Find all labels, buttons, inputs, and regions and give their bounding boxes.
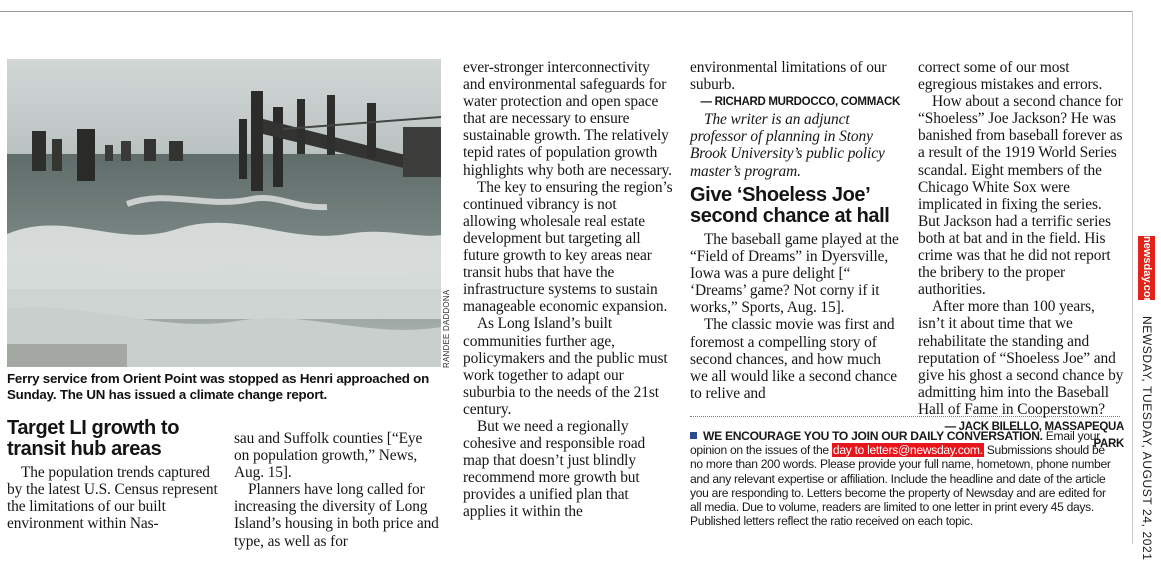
- letter1-col2: [234, 430, 440, 550]
- promo-text-b: Submissions should be no more than 200 words. Please provide your full name, hometown, phone number and any relevant expertise or affiliation. Include the headline and date of the article you are responding to. Letters become the property of Newsday and are edited for all media. Due to volume, readers are limited to one letter in print every 45 days. Published letters reflect the ratio received on each topic.: [690, 443, 1111, 529]
- letter2-col5-p2: How about a second chance for “Shoeless” Joe Jackson? He was banished from baseball forever as a result of the 1919 World Series scandal. Eight members of the Chicago White Sox were implicated in fixing the series. But Jackson had a terrific series both at bat and in the field. His crime was that he did not report the bribery to the proper authorities.: [918, 93, 1123, 299]
- letter1-col3: [463, 59, 673, 521]
- letter1-col2-p2: Planners have long called for increasing the diversity of Long Island’s housing in both price and type, as well as for: [234, 481, 439, 550]
- letter2-col4-p1: The baseball game played at the “Field of Dreams” in Dyersville, Iowa was a pure delight [“ ‘Dreams’ game? Not corny if it works,” Sports, Aug. 15].: [690, 231, 899, 317]
- letter1-writer-note: The writer is an adjunct professor of planning in Stony Brook University’s public policy master’s program.: [690, 111, 885, 180]
- letters-email-link[interactable]: day to letters@newsday.com.: [832, 443, 983, 458]
- letter1-byline: — RICHARD MURDOCCO, COMMACK: [700, 96, 900, 109]
- letter1-col3-p4: But we need a regionally cohesive and responsible road map that doesn’t just blindly recommend more growth but provides a unified plan that applies it within the: [463, 417, 646, 521]
- letter1-col3-p2: The key to ensuring the region’s continued vibrancy is not allowing wholesale real estate development but targeting all future growth to key areas near transit hubs that have the infrastructure systems to sustain manageable economic expansion.: [463, 178, 673, 316]
- letter2-headline: Give ‘Shoeless Joe’ second chance at hall: [690, 184, 890, 227]
- ferry-photo-illustration: [7, 59, 441, 367]
- promo-lead: WE ENCOURAGE YOU TO JOIN OUR DAILY CONVERSATION.: [703, 429, 1043, 443]
- promo-divider: [690, 416, 1120, 417]
- letter1-col1: [7, 464, 219, 532]
- letter1-col3-p1: ever-stronger interconnectivity and environmental safeguards for water protection and open space that are necessary to ensure sustainable growth. The relatively tepid rates of population growth highlights why both are necessary.: [463, 59, 672, 179]
- square-bullet-icon: [690, 432, 697, 439]
- letter1-col2-p1: sau and Suffolk counties [“Eye on population growth,” News, Aug. 15].: [234, 430, 423, 482]
- letter2-col5-p3: After more than 100 years, isn’t it about time that we rehabilitate the standing and reputation of “Shoeless Joe” and give his ghost a second chance by admitting him into the Baseball Hall of Fame in Cooperstown?: [918, 298, 1124, 418]
- top-rule: [0, 11, 1132, 12]
- photo-credit: RANDEE DADDONA: [442, 289, 451, 368]
- letter1-col4: [690, 59, 900, 180]
- letter1-col4-p1: environmental limitations of our suburb.: [690, 59, 887, 94]
- letter2-col4-p2: The classic movie was first and foremost a compelling story of second chances, and how much we all would like a second chance to relive and: [690, 316, 897, 402]
- letter2-byline: — JACK BILELLO, MASSAPEQUA PARK: [944, 420, 1124, 451]
- letter1-headline: Target LI growth to transit hub areas: [7, 417, 180, 460]
- letter2-col4: [690, 231, 900, 402]
- letters-promo: [690, 429, 1118, 528]
- promo-text-a: Email your opinion on the issues of the: [690, 429, 1100, 458]
- letter2-col5-p1: correct some of our most egregious mistakes and errors.: [918, 59, 1103, 94]
- page-dateline: NEWSDAY, TUESDAY, AUGUST 24, 2021: [1140, 316, 1154, 561]
- letter1-col1-text: The population trends captured by the latest U.S. Census represent the limitations of our built environment within Nas-: [7, 464, 218, 533]
- letter1-col3-p3: As Long Island’s built communities further age, policymakers and the public must work together to adapt our suburbia to the needs of the 21st century.: [463, 315, 668, 418]
- site-tag[interactable]: newsday.com: [1138, 236, 1155, 300]
- letter2-col5: [918, 59, 1124, 453]
- ferry-photo: [7, 59, 441, 367]
- photo-caption: Ferry service from Orient Point was stopped as Henri approached on Sunday. The UN has issued a climate change report.: [7, 371, 430, 402]
